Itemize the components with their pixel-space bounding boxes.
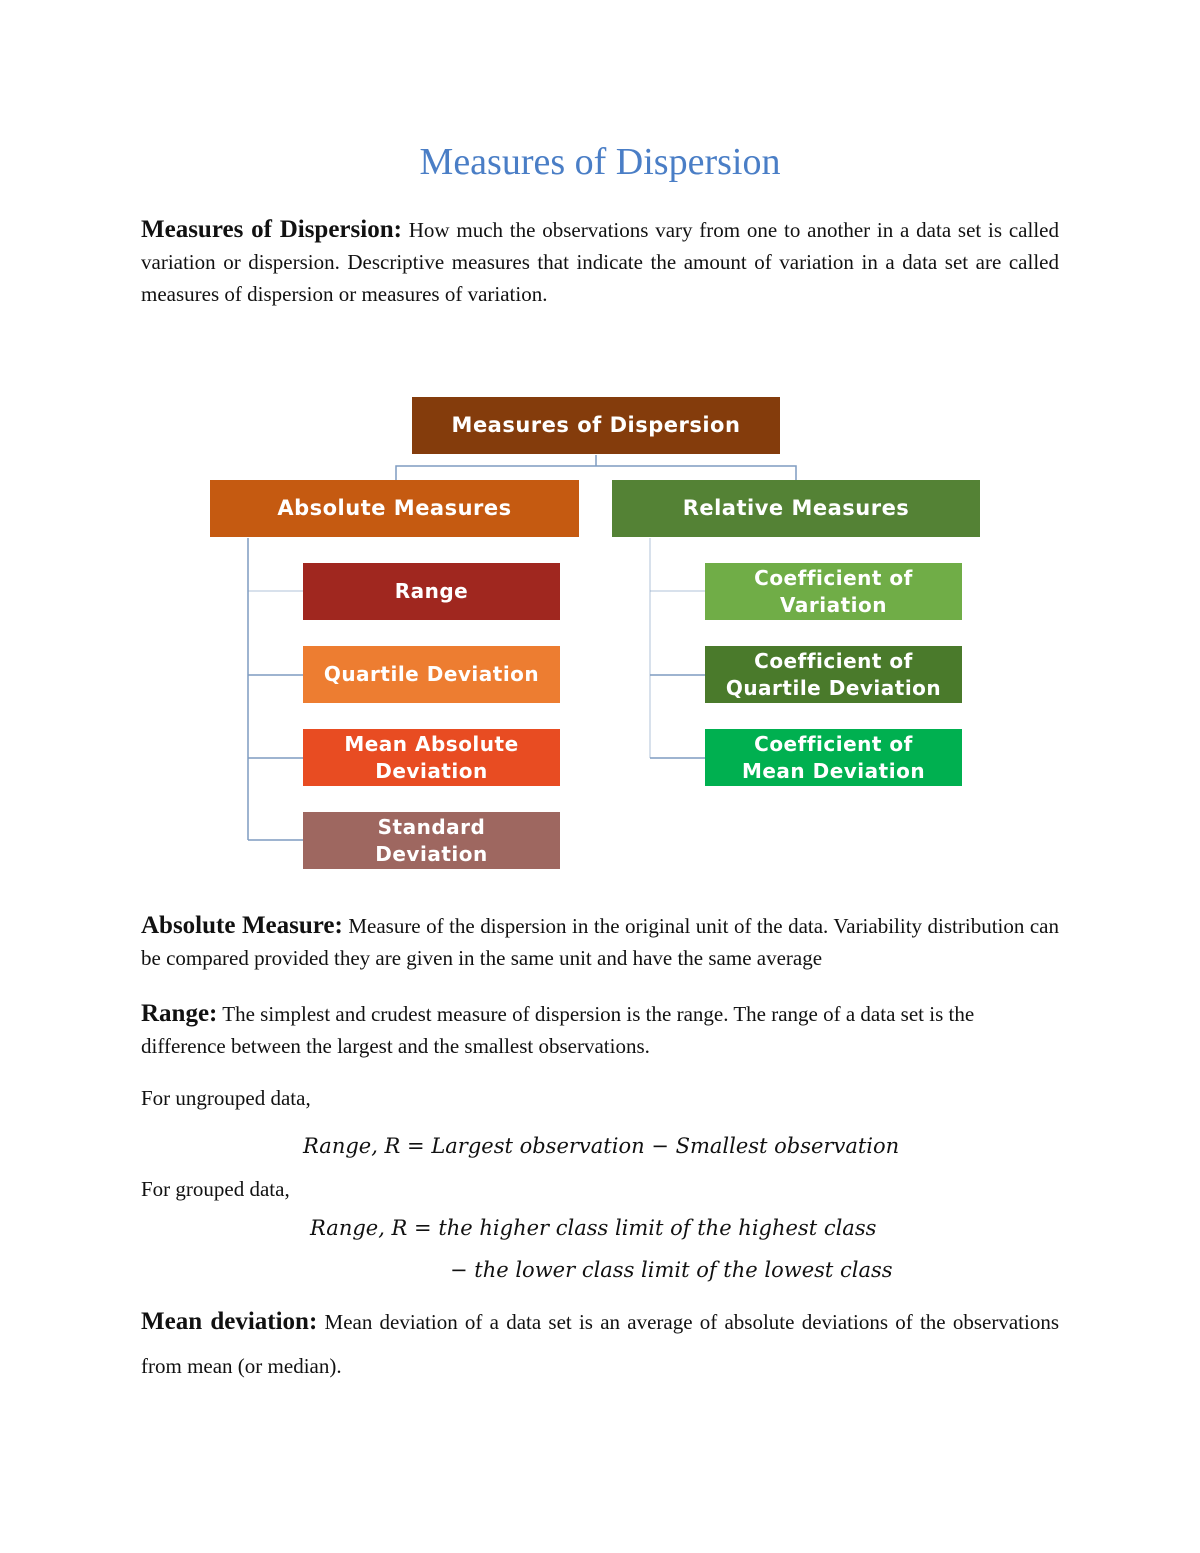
absolute-measure-term: Absolute Measure: [141,912,343,939]
root-connector [396,455,796,480]
formula-grouped-line-2: − the lower class limit of the lowest class [450,1258,893,1282]
absolute-measure-paragraph [141,910,1059,974]
range-term: Range: [141,1000,218,1027]
coefficient-of-quartile-deviation-box: Coefficient of Quartile Deviation [705,646,962,703]
absolute-measures-box: Absolute Measures [210,480,579,537]
standard-deviation-box: Standard Deviation [303,812,560,869]
root-box: Measures of Dispersion [412,397,780,454]
quartile-deviation-box: Quartile Deviation [303,646,560,703]
intro-paragraph [141,214,1059,310]
range-paragraph [141,998,1059,1062]
formula-ungrouped: Range, R = Largest observation − Smallest observation [303,1134,900,1158]
ungrouped-label: For ungrouped data, [141,1086,311,1110]
relative-measures-box: Relative Measures [612,480,980,537]
formula-grouped-line-1: Range, R = the higher class limit of the highest class [310,1216,877,1240]
coefficient-of-variation-box: Coefficient of Variation [705,563,962,620]
mean-deviation-term: Mean deviation: [141,1308,318,1335]
page-title: Measures of Dispersion [419,141,781,183]
range-text: The simplest and crudest measure of dispersion is the range. The range of a data set is the difference between the largest and the smallest observations. [141,1002,975,1058]
grouped-label: For grouped data, [141,1177,290,1201]
mean-deviation-paragraph [141,1300,1059,1388]
intro-text: How much the observations vary from one to another in a data set is called variation or dispersion. Descriptive measures that indicate the amount of variation in a data set are called measures of dispersion or measures of variation. [141,218,1059,306]
absolute-measure-text: Measure of the dispersion in the original unit of the data. Variability distribution can be compared provided they are given in the same unit and have the same average [141,914,1059,970]
range-box: Range [303,563,560,620]
mean-absolute-deviation-box: Mean Absolute Deviation [303,729,560,786]
coefficient-of-mean-deviation-box: Coefficient of Mean Deviation [705,729,962,786]
mean-deviation-text: Mean deviation of a data set is an average of absolute deviations of the observations from mean (or median). [141,1310,1059,1378]
intro-term: Measures of Dispersion: [141,216,402,243]
